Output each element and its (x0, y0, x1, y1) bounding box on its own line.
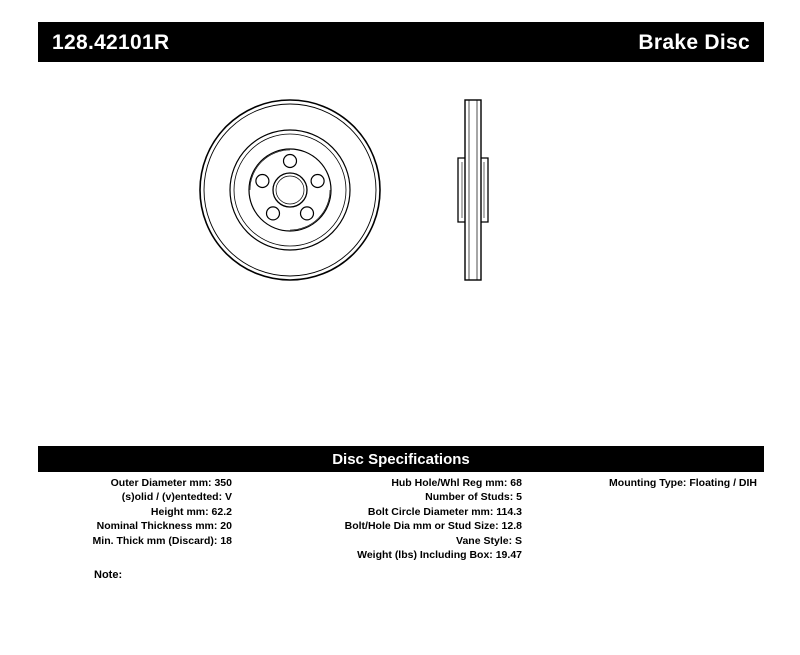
spec-columns (38, 476, 764, 586)
spec-item: Height mm: 62.2 (150, 505, 232, 518)
spec-item: (s)olid / (v)entedted: V (121, 491, 232, 504)
spec-item: Bolt/Hole Dia mm or Stud Size: 12.8 (344, 520, 522, 533)
note-label: Note: (94, 569, 123, 581)
product-title: Brake Disc (638, 30, 750, 54)
spec-item: Outer Diameter mm: 350 (110, 477, 232, 489)
spec-section-bar (38, 446, 764, 472)
spec-item: Weight (lbs) Including Box: 19.47 (357, 549, 522, 562)
spec-item: Min. Thick mm (Discard): 18 (92, 534, 232, 547)
spec-section-title: Disc Specifications (332, 450, 470, 468)
spec-item: Number of Studs: 5 (425, 491, 522, 504)
spec-item: Vane Style: S (456, 534, 522, 547)
rotor-drawing-svg (38, 70, 764, 420)
spec-column-middle (238, 476, 528, 586)
spec-item: Mounting Type: Floating / DIH (609, 477, 757, 489)
header-bar (38, 22, 764, 62)
spec-item: Bolt Circle Diameter mm: 114.3 (367, 505, 522, 518)
spec-column-left (38, 476, 238, 586)
spec-item: Hub Hole/Whl Reg mm: 68 (391, 477, 522, 489)
rotor-edge-view (458, 100, 488, 280)
spec-column-right (528, 476, 764, 586)
spec-item: Nominal Thickness mm: 20 (96, 520, 232, 533)
part-number: 128.42101R (52, 30, 170, 54)
technical-drawing (38, 70, 764, 420)
rotor-face-view (200, 100, 380, 280)
